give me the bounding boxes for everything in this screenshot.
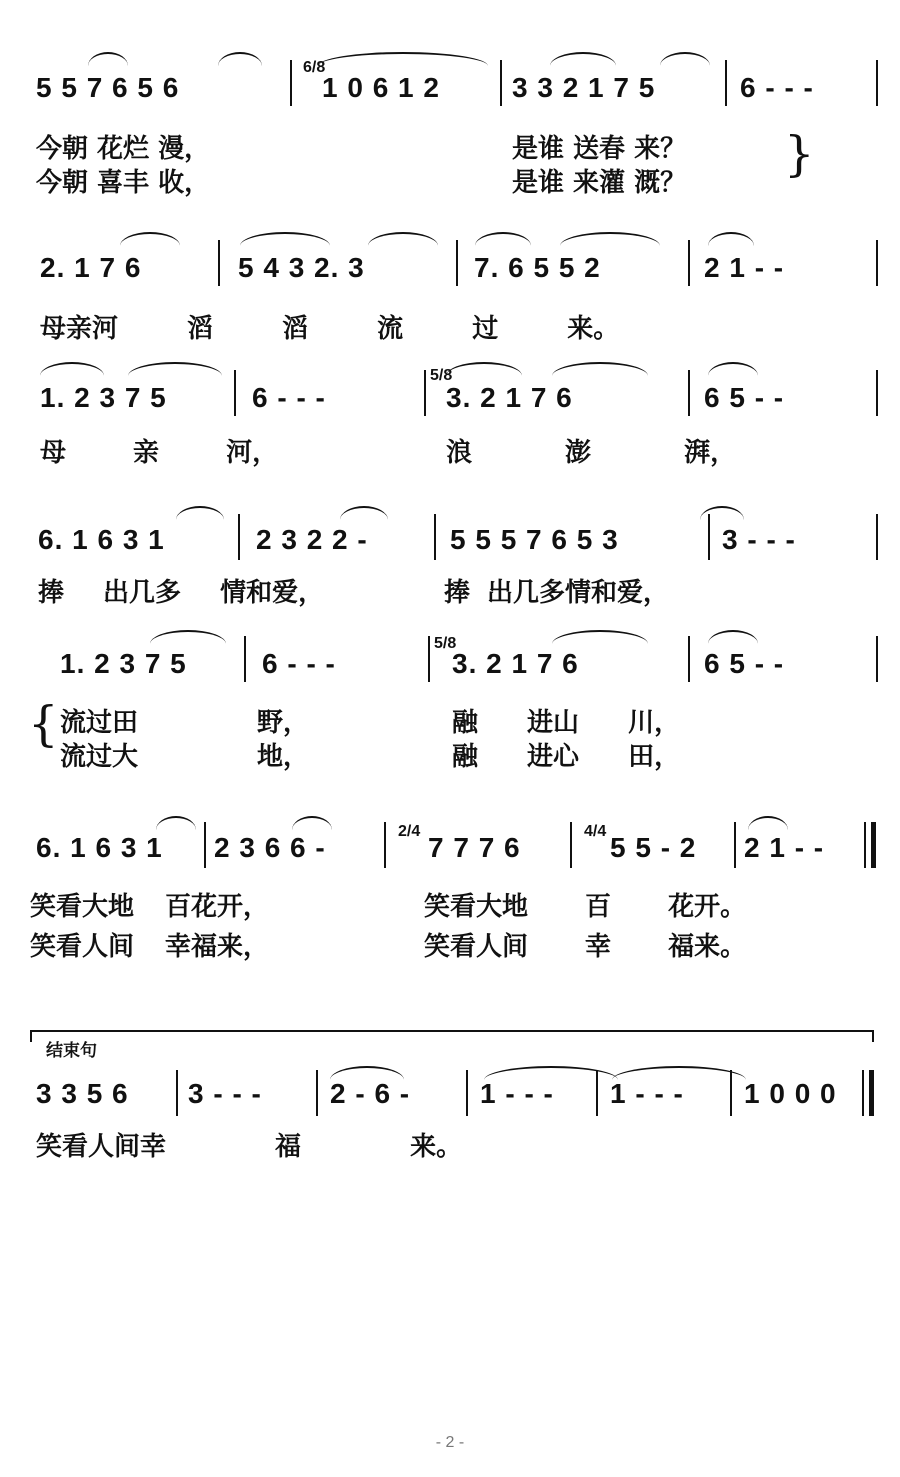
lyric: 是谁 来灌 溉？ [512,168,687,198]
page-number: - 2 - [435,1434,465,1451]
measure: 1. 2 3 7 5 [60,648,187,679]
final-barline [862,1070,864,1116]
slur [318,52,488,66]
barline [570,822,572,868]
barline [876,240,878,286]
measure: 5 5 7 6 5 6 [36,72,180,103]
slur [748,816,788,830]
repeat-barline [864,822,866,868]
slur [660,52,710,66]
measure: 1 - - - [480,1078,554,1109]
measure: 3 - - - [188,1078,262,1109]
barline [434,514,436,560]
slur [218,52,262,66]
measure: 1 0 6 1 2 [322,72,440,103]
barline [204,822,206,868]
measure: 5 4 3 2. 3 [238,252,365,283]
barline [730,1070,732,1116]
slur [552,362,648,376]
time-signature: 5/8 [430,367,453,384]
barline [688,240,690,286]
time-signature: 5/8 [434,635,457,652]
measure: 6 - - - [262,648,336,679]
barline [244,636,246,682]
measure: 1 - - - [610,1078,684,1109]
barline [234,370,236,416]
barline [428,636,430,682]
slur [550,52,616,66]
slur [340,506,388,520]
lyric: 融 进山 川， [452,708,681,738]
lyric: 笑看大地 百 花开。 [424,892,747,922]
measure: 2 1 - - [704,252,785,283]
barline [384,822,386,868]
measure: 1 0 0 0 [744,1078,837,1109]
barline [876,514,878,560]
measure: 2 1 - - [744,832,825,863]
ending-label: 结束句 [46,1041,97,1061]
time-signature: 4/4 [584,823,607,840]
measure: 5 5 - 2 [610,832,697,863]
slur [292,816,332,830]
barline [876,636,878,682]
barline [876,60,878,106]
slur [156,816,196,830]
barline [316,1070,318,1116]
slur [708,630,758,644]
lyric: 笑看人间幸 福 来。 [36,1132,463,1162]
lyric: 融 进心 田， [452,742,681,772]
slur [708,362,758,376]
measure: 2 - 6 - [330,1078,411,1109]
lyric: 浪 澎 湃， [446,438,737,468]
barline [500,60,502,106]
lyric: 流过大 地， [60,742,310,772]
slur [708,232,754,246]
measure: 5 5 5 7 6 5 3 [450,524,619,555]
time-signature: 6/8 [303,59,326,76]
measure: 3. 2 1 7 6 [452,648,579,679]
slur [176,506,224,520]
barline [876,370,878,416]
lyric: 笑看人间 幸福来， [30,932,270,962]
measure: 2 3 2 2 - [256,524,368,555]
repeat-barline-thick [871,822,876,868]
measure: 6 - - - [740,72,814,103]
slur [88,52,128,66]
lyric: 母亲河 滔 滔 流 过 来。 [40,314,620,344]
slur [560,232,660,246]
barline [725,60,727,106]
time-signature: 2/4 [398,823,421,840]
right-brace: } [784,126,815,182]
lyric: 捧 出几多 情和爱， [38,578,325,608]
lyric: 捧 出几多情和爱， [444,578,670,608]
measure: 3 3 5 6 [36,1078,129,1109]
slur [446,362,522,376]
barline [466,1070,468,1116]
slur [368,232,438,246]
measure: 3 3 2 1 7 5 [512,72,656,103]
ending-bracket [30,1030,874,1042]
measure: 6 - - - [252,382,326,413]
slur [120,232,180,246]
measure: 2. 1 7 6 [40,252,142,283]
final-barline-thick [869,1070,874,1116]
measure: 7 7 7 6 [428,832,521,863]
measure: 6 5 - - [704,382,785,413]
measure: 1. 2 3 7 5 [40,382,167,413]
measure: 7. 6 5 5 2 [474,252,601,283]
measure: 3. 2 1 7 6 [446,382,573,413]
measure: 6 5 - - [704,648,785,679]
slur [150,630,226,644]
lyric: 笑看大地 百花开， [30,892,270,922]
barline [734,822,736,868]
barline [596,1070,598,1116]
lyric: 流过田 野， [60,708,310,738]
barline [290,60,292,106]
barline [708,514,710,560]
measure: 6. 1 6 3 1 [38,524,165,555]
measure: 2 3 6 6 - [214,832,326,863]
barline [424,370,426,416]
slur [240,232,330,246]
left-brace: { [28,696,59,752]
lyric: 是谁 送春 来？ [512,134,687,164]
slur [40,362,104,376]
measure: 3 - - - [722,524,796,555]
slur [475,232,531,246]
lyric: 今朝 花烂 漫， [36,134,211,164]
barline [688,370,690,416]
barline [238,514,240,560]
barline [688,636,690,682]
barline [456,240,458,286]
lyric: 母 亲 河， [40,438,279,468]
lyric: 今朝 喜丰 收， [36,168,211,198]
slur [700,506,744,520]
slur [128,362,222,376]
barline [218,240,220,286]
barline [176,1070,178,1116]
lyric: 笑看人间 幸 福来。 [424,932,747,962]
measure: 6. 1 6 3 1 [36,832,163,863]
slur [552,630,648,644]
